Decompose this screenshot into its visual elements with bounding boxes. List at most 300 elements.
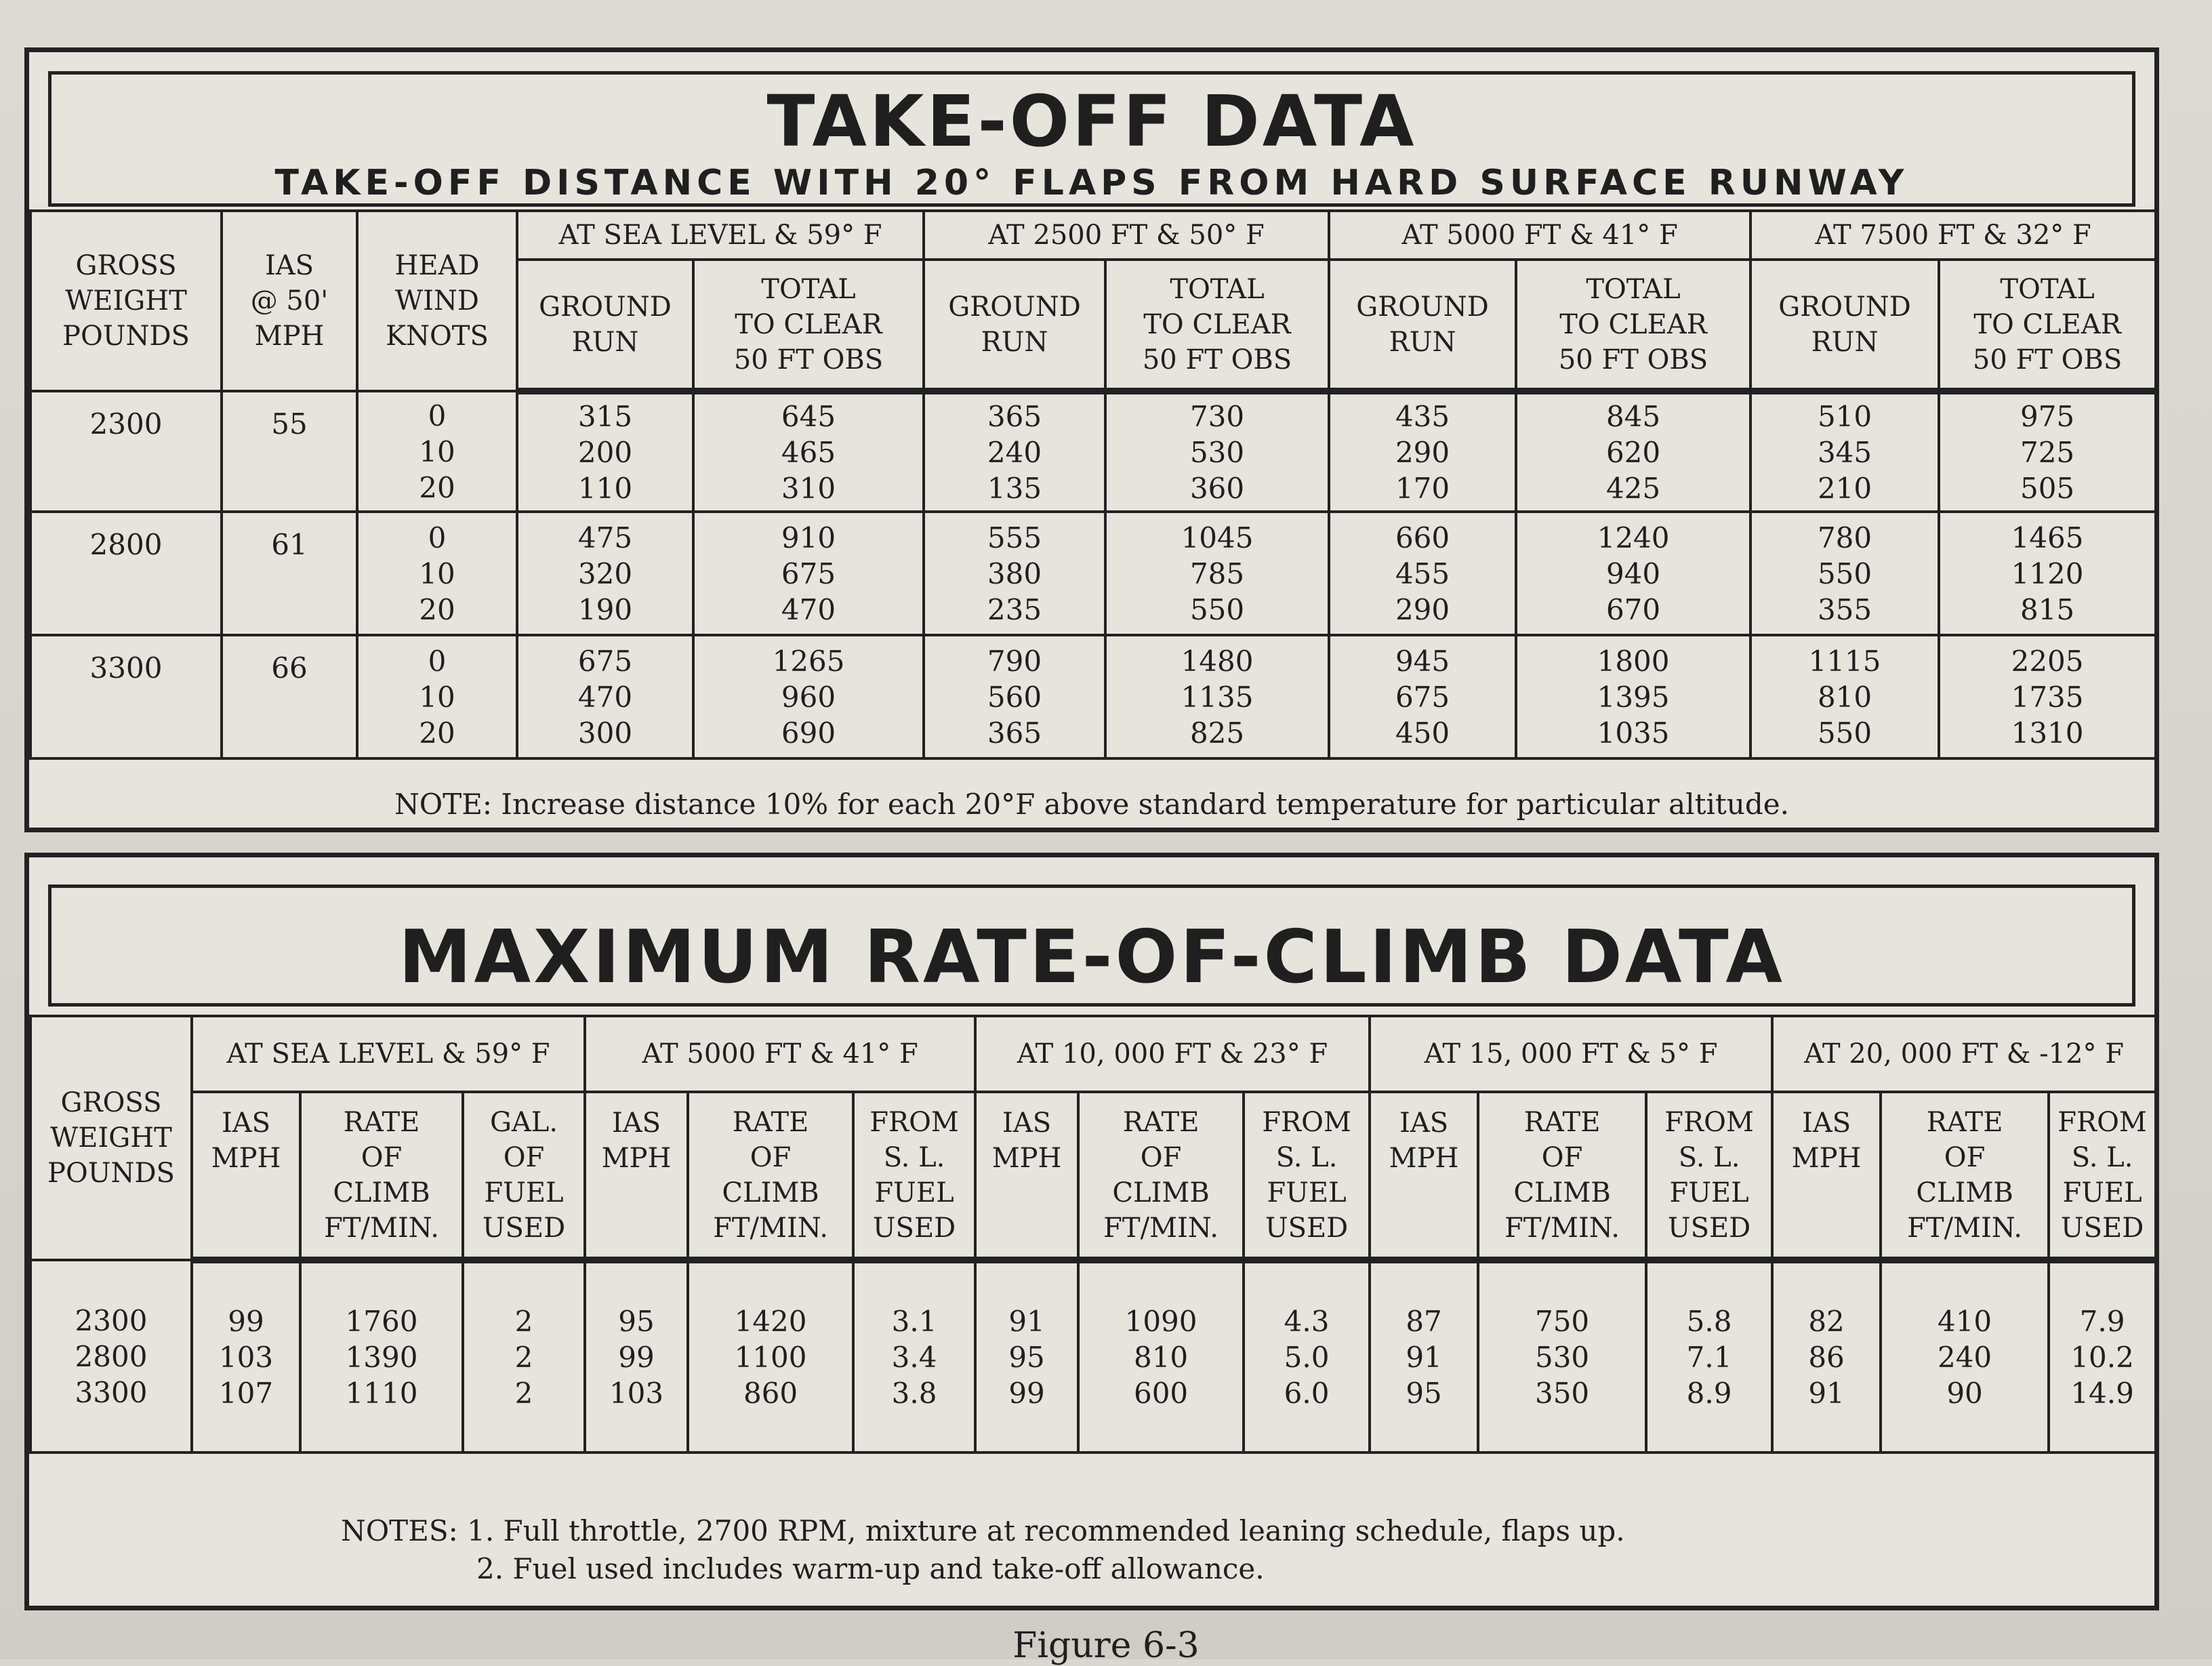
weight-value: 2300 [75, 1303, 148, 1337]
rate-cell [1478, 1260, 1646, 1452]
header-line: GAL. [489, 1106, 558, 1138]
header-line: OF [750, 1141, 792, 1173]
wind-value: 0 [428, 399, 447, 432]
weight-value: 2800 [75, 1339, 148, 1373]
rate-cell [1078, 1260, 1244, 1452]
fuel-from-sl-header [853, 1092, 975, 1260]
wind-value: 20 [419, 592, 455, 626]
ground-run-cell [1750, 635, 1939, 758]
rate-cell [300, 1260, 463, 1452]
header-line: RUN [1811, 326, 1879, 358]
ias-header [192, 1092, 300, 1260]
distance-value: 235 [987, 592, 1042, 626]
wind-value: 10 [419, 556, 455, 590]
wind-cell [357, 512, 517, 635]
ias-cell [585, 1260, 688, 1452]
header-line: HEAD [394, 250, 480, 281]
distance-value: 110 [577, 472, 633, 505]
ias-value: 95 [1406, 1377, 1442, 1410]
header-line: MPH [1389, 1143, 1459, 1174]
distance-value: 425 [1605, 472, 1661, 505]
distance-value: 1735 [2011, 680, 2084, 714]
altitude-header: AT 5000 FT & 41° F [585, 1016, 975, 1092]
header-line: USED [872, 1212, 956, 1244]
fuel-value: 5.8 [1686, 1305, 1732, 1338]
ias-cell [192, 1260, 300, 1452]
distance-value: 845 [1605, 400, 1661, 433]
ias-value: 107 [218, 1377, 274, 1410]
fuel-cell [463, 1260, 585, 1452]
distance-value: 1135 [1181, 680, 1254, 714]
distance-value: 290 [1395, 436, 1450, 469]
rate-of-climb-header [300, 1092, 463, 1260]
rate-of-climb-header [688, 1092, 853, 1260]
gross-weight-cell: 3300 [30, 635, 222, 758]
rate-value: 1760 [345, 1305, 418, 1338]
header-line: FUEL [484, 1177, 564, 1208]
ias-cell: 55 [222, 391, 357, 512]
header-line: USED [2060, 1212, 2144, 1244]
header-line: GROUND [1778, 291, 1911, 323]
fuel-value: 5.0 [1284, 1341, 1330, 1374]
total-clear-cell [1105, 391, 1329, 512]
distance-value: 940 [1605, 556, 1661, 590]
ias-cell [1370, 1260, 1478, 1452]
ground-run-cell [1750, 512, 1939, 635]
header-line: RATE [343, 1106, 420, 1138]
header-line: S. L. [883, 1141, 945, 1173]
ias-value: 103 [218, 1341, 274, 1374]
distance-value: 470 [577, 680, 633, 714]
ias-cell: 66 [222, 635, 357, 758]
distance-value: 730 [1189, 400, 1245, 433]
wind-value: 20 [419, 470, 455, 504]
distance-value: 210 [1817, 472, 1872, 505]
ground-run-cell [517, 635, 693, 758]
header-line: MPH [1791, 1143, 1862, 1174]
total-clear-cell [693, 391, 924, 512]
table-row [30, 391, 2156, 512]
total-clear-cell [693, 512, 924, 635]
header-line: USED [1265, 1212, 1349, 1244]
altitude-header: AT 7500 FT & 32° F [1750, 211, 2156, 260]
rate-value: 530 [1534, 1341, 1590, 1374]
header-line: OF [1541, 1141, 1583, 1173]
distance-value: 470 [781, 592, 836, 626]
header-line: CLIMB [1513, 1177, 1611, 1208]
ias-value: 99 [1008, 1377, 1045, 1410]
ias-value: 91 [1808, 1377, 1845, 1410]
header-line: IAS [264, 250, 314, 281]
distance-value: 345 [1817, 436, 1872, 469]
fuel-value: 3.8 [891, 1377, 937, 1410]
distance-value: 810 [1817, 680, 1872, 714]
fuel-value: 6.0 [1284, 1377, 1330, 1410]
ias-header [1772, 1092, 1881, 1260]
distance-value: 240 [987, 436, 1042, 469]
ias-value: 86 [1808, 1341, 1845, 1374]
header-line: IAS [1399, 1108, 1449, 1139]
wind-cell [357, 391, 517, 512]
header-line: IAS [611, 1108, 661, 1139]
distance-value: 825 [1189, 716, 1245, 750]
header-line: CLIMB [333, 1177, 430, 1208]
header-line: TO CLEAR [1143, 308, 1291, 340]
header-line: FROM [1262, 1106, 1351, 1138]
header-line: FT/MIN. [1907, 1212, 2022, 1244]
header-line: FT/MIN. [713, 1212, 828, 1244]
ground-run-header [517, 260, 693, 391]
weight-value: 3300 [75, 1375, 148, 1409]
distance-value: 675 [781, 556, 836, 590]
header-line: GROSS [75, 250, 177, 281]
climb-title-box [48, 885, 2135, 1007]
distance-value: 1310 [2011, 716, 2084, 750]
header-line: MPH [254, 321, 325, 352]
ground-run-cell [517, 391, 693, 512]
distance-value: 2205 [2011, 644, 2084, 678]
distance-value: 550 [1817, 716, 1872, 750]
header-line: GROSS [60, 1087, 162, 1118]
distance-value: 300 [577, 716, 633, 750]
distance-value: 780 [1817, 521, 1872, 554]
total-clear-cell [1939, 391, 2156, 512]
wind-value: 10 [419, 434, 455, 468]
header-line: CLIMB [1112, 1177, 1210, 1208]
altitude-header: AT 20, 000 FT & -12° F [1772, 1016, 2156, 1092]
distance-value: 1045 [1181, 521, 1254, 554]
distance-value: 670 [1605, 592, 1661, 626]
distance-value: 505 [2020, 472, 2075, 505]
table-row [30, 512, 2156, 635]
header-line: FUEL [1669, 1177, 1749, 1208]
rate-of-climb-header [1078, 1092, 1244, 1260]
altitude-header: AT 10, 000 FT & 23° F [975, 1016, 1370, 1092]
header-line: 50 FT OBS [1142, 344, 1292, 375]
altitude-header: AT 2500 FT & 50° F [924, 211, 1329, 260]
header-line: TOTAL [761, 273, 856, 305]
header-line: FROM [2057, 1106, 2147, 1138]
distance-value: 170 [1395, 472, 1450, 505]
header-line: FT/MIN. [1103, 1212, 1218, 1244]
distance-value: 450 [1395, 716, 1450, 750]
takeoff-note: NOTE: Increase distance 10% for each 20°F above standard temperature for particular altitude. [394, 788, 1789, 821]
total-clear-cell [1105, 635, 1329, 758]
fuel-value: 8.9 [1686, 1377, 1732, 1410]
distance-value: 190 [577, 592, 633, 626]
ias-value: 99 [228, 1305, 264, 1338]
altitude-header: AT 15, 000 FT & 5° F [1370, 1016, 1772, 1092]
rate-value: 240 [1937, 1341, 1992, 1374]
fuel-from-sl-header [1646, 1092, 1772, 1260]
distance-value: 675 [577, 644, 633, 678]
distance-value: 960 [781, 680, 836, 714]
total-clear-cell [693, 635, 924, 758]
total-clear-cell [1939, 635, 2156, 758]
header-line: FUEL [2062, 1177, 2142, 1208]
header-line: OF [1944, 1141, 1986, 1173]
fuel-cell [2049, 1260, 2156, 1452]
distance-value: 690 [781, 716, 836, 750]
distance-value: 380 [987, 556, 1042, 590]
header-line: 50 FT OBS [1558, 344, 1708, 375]
distance-value: 555 [987, 521, 1042, 554]
header-line: FROM [869, 1106, 959, 1138]
header-line: OF [503, 1141, 545, 1173]
ias-value: 103 [609, 1377, 664, 1410]
total-clear-cell [1516, 391, 1750, 512]
fuel-value: 7.9 [2079, 1305, 2125, 1338]
distance-value: 975 [2020, 400, 2075, 433]
header-line: FT/MIN. [1504, 1212, 1620, 1244]
fuel-value: 2 [514, 1377, 533, 1410]
total-clear-header [1939, 260, 2156, 391]
fuel-value: 4.3 [1284, 1305, 1330, 1338]
ground-run-header [1329, 260, 1516, 391]
ias-value: 95 [1008, 1341, 1045, 1374]
fuel-from-sl-header [1244, 1092, 1370, 1260]
distance-value: 435 [1395, 400, 1450, 433]
altitude-header: AT SEA LEVEL & 59° F [192, 1016, 585, 1092]
climb-note-2: 2. Fuel used includes warm-up and take-off allowance. [476, 1552, 1265, 1585]
ground-run-cell [924, 512, 1105, 635]
header-line: TO CLEAR [1973, 308, 2121, 340]
ground-run-cell [1750, 391, 1939, 512]
rate-value: 1100 [734, 1341, 807, 1374]
distance-value: 815 [2020, 592, 2075, 626]
header-line: USED [1667, 1212, 1751, 1244]
distance-value: 1800 [1597, 644, 1670, 678]
header-line: KNOTS [386, 321, 489, 352]
distance-value: 910 [781, 521, 836, 554]
total-clear-cell [1516, 635, 1750, 758]
header-line: POUNDS [62, 321, 190, 352]
rate-of-climb-header [1881, 1092, 2049, 1260]
distance-value: 790 [987, 644, 1042, 678]
header-line: CLIMB [722, 1177, 819, 1208]
ias-cell [975, 1260, 1078, 1452]
distance-value: 530 [1189, 436, 1245, 469]
header-line: RATE [1523, 1106, 1601, 1138]
total-clear-header [1516, 260, 1750, 391]
fuel-value: 3.1 [891, 1305, 937, 1338]
climb-title: MAXIMUM RATE-OF-CLIMB DATA [398, 915, 1785, 1000]
ias-value: 95 [618, 1305, 655, 1338]
head-wind-header [357, 211, 517, 391]
header-line: MPH [211, 1143, 281, 1174]
ias-value: 87 [1406, 1305, 1442, 1338]
altitude-header: AT 5000 FT & 41° F [1329, 211, 1750, 260]
ias-cell [1772, 1260, 1881, 1452]
total-clear-header [1105, 260, 1329, 391]
header-line: TO CLEAR [1559, 308, 1707, 340]
header-line: OF [1140, 1141, 1182, 1173]
climb-note-1: NOTES: 1. Full throttle, 2700 RPM, mixture at recommended leaning schedule, flaps up. [341, 1514, 1625, 1547]
header-line: IAS [1002, 1108, 1052, 1139]
distance-value: 475 [577, 521, 633, 554]
header-line: S. L. [2071, 1141, 2133, 1173]
takeoff-table [29, 209, 2157, 760]
fuel-cell [1244, 1260, 1370, 1452]
ias-value: 82 [1808, 1305, 1845, 1338]
gross-weight-cell: 2300 [30, 391, 222, 512]
figure-caption: Figure 6-3 [1012, 1625, 1200, 1666]
rate-value: 600 [1133, 1377, 1189, 1410]
distance-value: 200 [577, 436, 633, 469]
distance-value: 290 [1395, 592, 1450, 626]
header-line: RUN [571, 326, 639, 358]
distance-value: 510 [1817, 400, 1872, 433]
distance-value: 785 [1189, 556, 1245, 590]
rate-value: 750 [1534, 1305, 1590, 1338]
ground-run-cell [1329, 512, 1516, 635]
header-line: S. L. [1275, 1141, 1338, 1173]
header-line: TO CLEAR [735, 308, 882, 340]
ground-run-cell [1329, 635, 1516, 758]
distance-value: 550 [1189, 592, 1245, 626]
gross-weight-cell: 2800 [30, 512, 222, 635]
header-line: GROUND [1356, 291, 1489, 323]
distance-value: 675 [1395, 680, 1450, 714]
wind-value: 0 [428, 644, 447, 678]
header-line: FUEL [874, 1177, 954, 1208]
rate-cell [1881, 1260, 2049, 1452]
ground-run-cell [517, 512, 693, 635]
climb-table [29, 1015, 2157, 1454]
rate-value: 810 [1133, 1341, 1189, 1374]
distance-value: 365 [987, 400, 1042, 433]
distance-value: 1240 [1597, 521, 1670, 554]
distance-value: 1465 [2011, 521, 2084, 554]
distance-value: 620 [1605, 436, 1661, 469]
header-line: GROUND [539, 291, 672, 323]
rate-value: 90 [1946, 1377, 1983, 1410]
header-line: WEIGHT [50, 1122, 172, 1154]
distance-value: 550 [1817, 556, 1872, 590]
ias-header [1370, 1092, 1478, 1260]
rate-value: 1390 [345, 1341, 418, 1374]
header-line: WIND [395, 285, 479, 317]
distance-value: 135 [987, 472, 1042, 505]
header-line: 50 FT OBS [1972, 344, 2123, 375]
climb-data-panel [24, 853, 2159, 1610]
ground-run-cell [1329, 391, 1516, 512]
wind-value: 20 [419, 716, 455, 750]
header-line: FT/MIN. [324, 1212, 439, 1244]
header-line: MPH [601, 1143, 672, 1174]
ias-value: 91 [1406, 1341, 1442, 1374]
header-line: TOTAL [1170, 273, 1265, 305]
wind-value: 0 [428, 521, 447, 554]
rate-value: 1110 [345, 1377, 418, 1410]
fuel-value: 3.4 [891, 1341, 937, 1374]
fuel-value: 2 [514, 1341, 533, 1374]
table-row [30, 1260, 2156, 1452]
ias-header [585, 1092, 688, 1260]
gallons-fuel-header [463, 1092, 585, 1260]
rate-value: 1090 [1124, 1305, 1197, 1338]
distance-value: 1120 [2011, 556, 2084, 590]
header-line: RUN [1389, 326, 1456, 358]
gross-weight-header [30, 1016, 192, 1260]
distance-value: 365 [987, 716, 1042, 750]
distance-value: 320 [577, 556, 633, 590]
header-line: OF [361, 1141, 403, 1173]
header-line: GROUND [948, 291, 1081, 323]
total-clear-cell [1105, 512, 1329, 635]
header-line: IAS [221, 1108, 271, 1139]
distance-value: 465 [781, 436, 836, 469]
ias-value: 91 [1008, 1305, 1045, 1338]
ias-cell: 61 [222, 512, 357, 635]
distance-value: 315 [577, 400, 633, 433]
header-line: @ 50' [250, 285, 329, 317]
total-clear-cell [1939, 512, 2156, 635]
altitude-header: AT SEA LEVEL & 59° F [517, 211, 924, 260]
distance-value: 1115 [1808, 644, 1881, 678]
total-clear-header [693, 260, 924, 391]
climb-notes [29, 1512, 2154, 1588]
total-clear-cell [1516, 512, 1750, 635]
distance-value: 355 [1817, 592, 1872, 626]
header-line: RUN [981, 326, 1048, 358]
distance-value: 560 [987, 680, 1042, 714]
rate-value: 1420 [734, 1305, 807, 1338]
ias-header [975, 1092, 1078, 1260]
header-line: WEIGHT [65, 285, 187, 317]
rate-cell [688, 1260, 853, 1452]
fuel-value: 7.1 [1686, 1341, 1732, 1374]
distance-value: 1265 [772, 644, 845, 678]
distance-value: 1480 [1181, 644, 1254, 678]
distance-value: 1035 [1597, 716, 1670, 750]
takeoff-data-panel [24, 47, 2159, 832]
fuel-cell [1646, 1260, 1772, 1452]
header-line: USED [482, 1212, 566, 1244]
header-line: RATE [732, 1106, 809, 1138]
rate-value: 860 [743, 1377, 798, 1410]
fuel-value: 14.9 [2070, 1377, 2134, 1410]
ias-header [222, 211, 357, 391]
fuel-from-sl-header [2049, 1092, 2156, 1260]
fuel-cell [853, 1260, 975, 1452]
header-line: IAS [1802, 1108, 1851, 1139]
ground-run-header [924, 260, 1105, 391]
takeoff-title: TAKE-OFF DATA [740, 80, 1444, 163]
rate-value: 410 [1937, 1305, 1992, 1338]
distance-value: 310 [781, 472, 836, 505]
distance-value: 945 [1395, 644, 1450, 678]
distance-value: 455 [1395, 556, 1450, 590]
wind-value: 10 [419, 680, 455, 714]
wind-cell [357, 635, 517, 758]
table-row [30, 635, 2156, 758]
gross-weight-header [30, 211, 222, 391]
distance-value: 360 [1189, 472, 1245, 505]
header-line: RATE [1122, 1106, 1200, 1138]
header-line: FUEL [1267, 1177, 1347, 1208]
rate-value: 350 [1534, 1377, 1590, 1410]
distance-value: 725 [2020, 436, 2075, 469]
distance-value: 1395 [1597, 680, 1670, 714]
distance-value: 645 [781, 400, 836, 433]
gross-weight-cell [30, 1260, 192, 1452]
ground-run-cell [924, 635, 1105, 758]
header-line: 50 FT OBS [733, 344, 884, 375]
header-line: FROM [1664, 1106, 1754, 1138]
header-line: POUNDS [47, 1158, 175, 1189]
header-line: MPH [991, 1143, 1062, 1174]
